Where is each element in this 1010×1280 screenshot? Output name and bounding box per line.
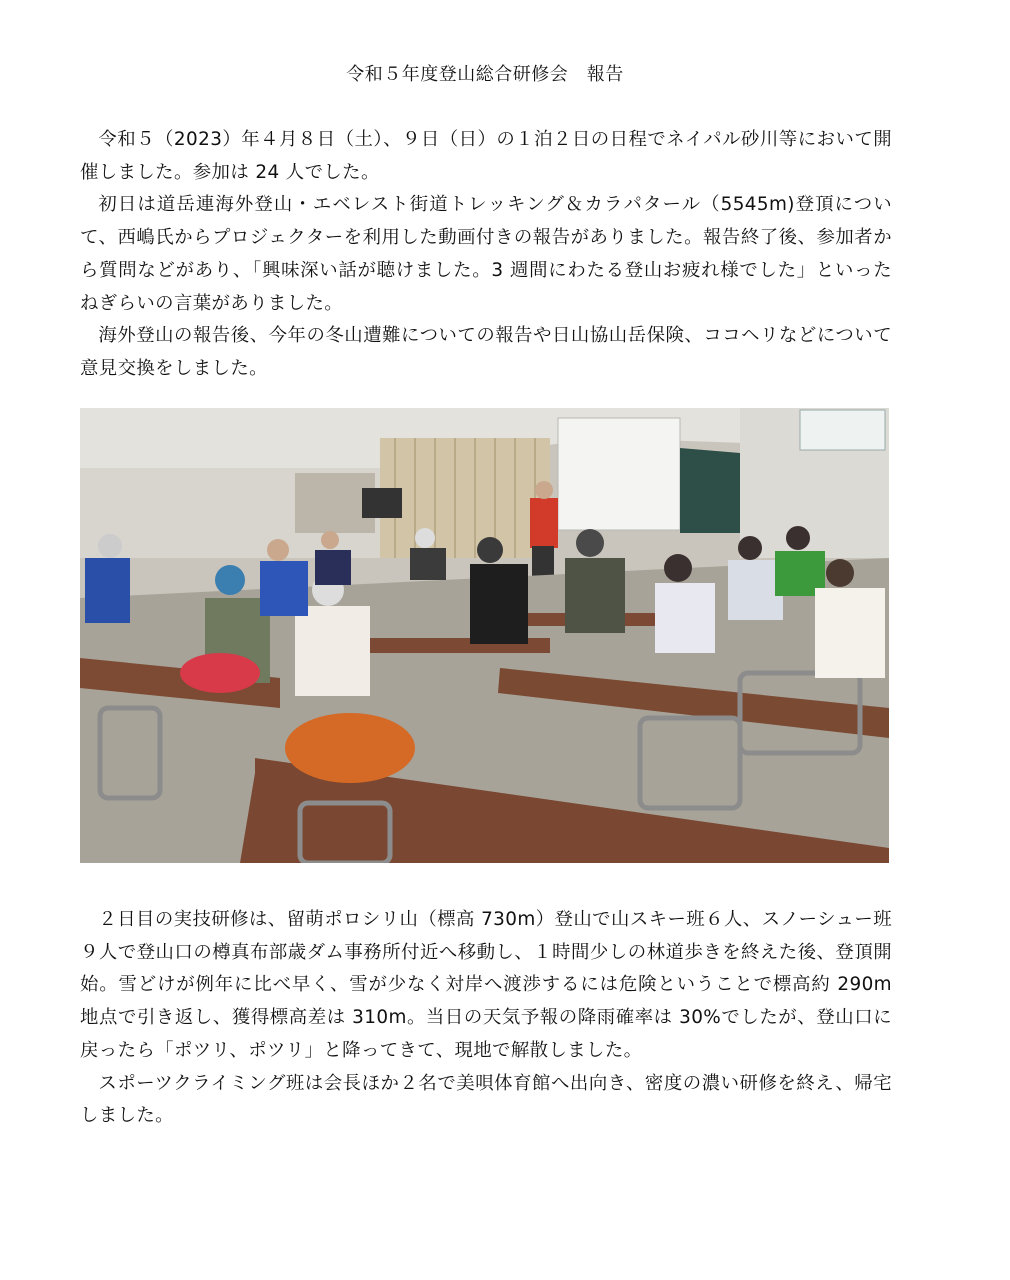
- paragraph-climbing: スポーツクライミング班は会長ほか２名で美唄体育館へ出向き、密度の濃い研修を終え、帰宅しました。: [80, 1072, 892, 1127]
- report-body-top: [80, 124, 892, 386]
- paragraph-discussion: 海外登山の報告後、今年の冬山遭難についての報告や日山協山岳保険、ココヘリなどについて意見交換をしました。: [80, 325, 892, 379]
- paragraph-day2: ２日目の実技研修は、留萌ポロシリ山（標高 730m）登山で山スキー班６人、スノーシュー班９人で登山口の樽真布部歳ダム事務所付近へ移動し、１時間少しの林道歩きを終えた後、登頂開始。雪どけが例年に比べ早く、雪が少なく対岸へ渡渉するには危険ということで標高約 290m地点で引き返し、獲得標高差は 310m。当日の天気予報の降雨確率は 30%でしたが、登山口に戻ったら「ポツリ、ポツリ」と降ってきて、現地で解散しました。: [80, 909, 892, 1061]
- seminar-room-photo: [80, 408, 889, 863]
- report-body-bottom: [80, 904, 892, 1133]
- paragraph-overview: 令和５（2023）年４月８日（土）、９日（日）の１泊２日の日程でネイパル砂川等において開催しました。参加は 24 人でした。: [80, 129, 892, 183]
- paragraph-day1: 初日は道岳連海外登山・エベレスト街道トレッキング＆カラパタール（5545m)登頂について、西嶋氏からプロジェクターを利用した動画付きの報告がありました。報告終了後、参加者から質問などがあり、「興味深い話が聴けました。3 週間にわたる登山お疲れ様でした」といったねぎらいの言葉がありました。: [80, 194, 892, 314]
- page-title: 令和５年度登山総合研修会 報告: [346, 64, 624, 85]
